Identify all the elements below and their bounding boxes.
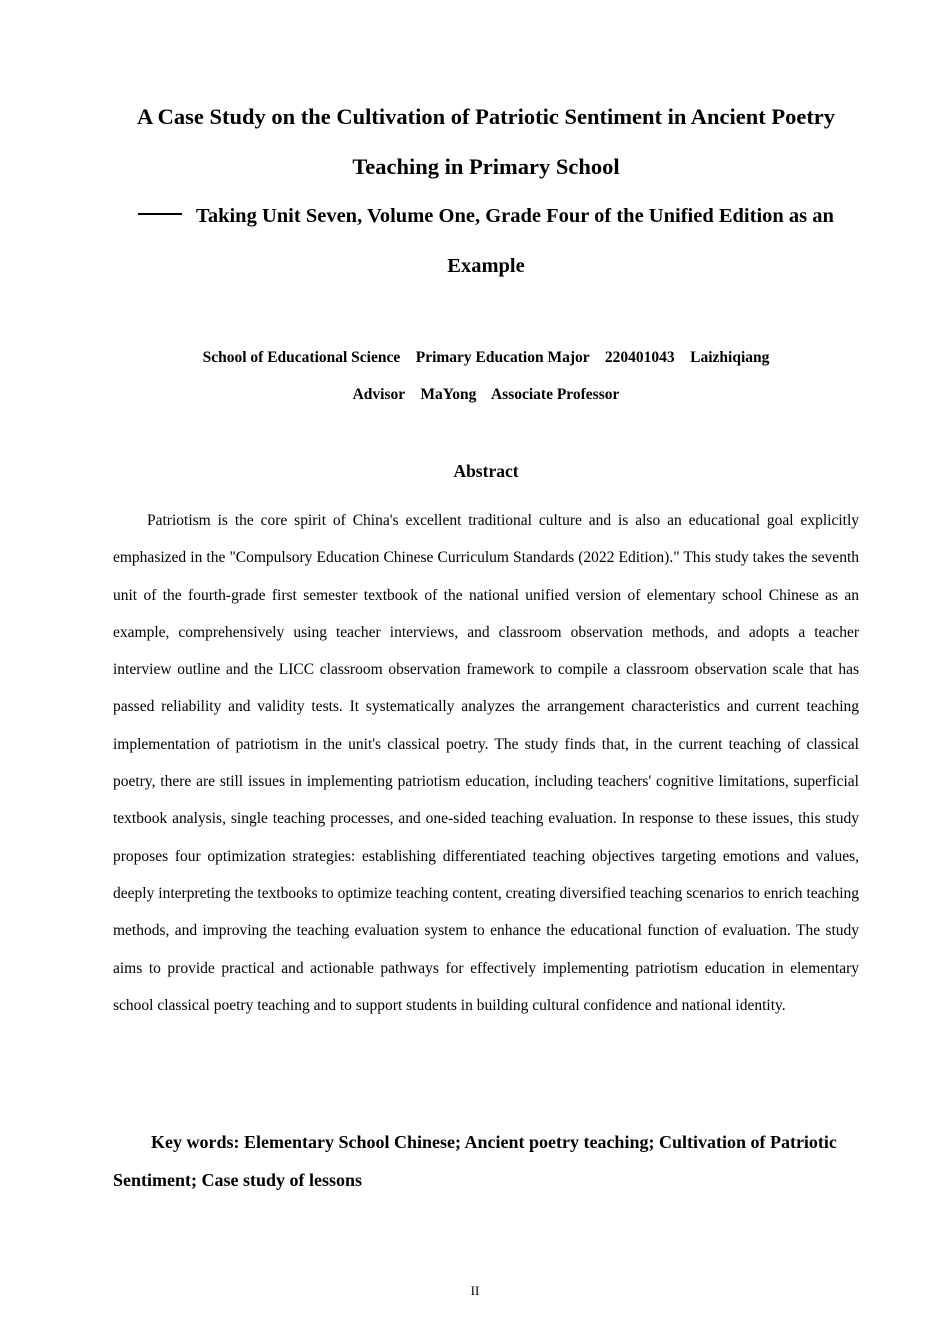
page-number: II	[470, 1283, 480, 1298]
paper-subtitle-text: Taking Unit Seven, Volume One, Grade Four of the Unified Edition as an Example	[196, 205, 834, 277]
paper-subtitle	[100, 191, 872, 291]
keywords: Key words: Elementary School Chinese; Ancient poetry teaching; Cultivation of Patriotic Sentiment; Case study of lessons	[113, 1132, 837, 1190]
abstract-body: Patriotism is the core spirit of China's excellent traditional culture and is also an educational goal explicitly emphasized in the "Compulsory Education Chinese Curriculum Standards (2022 Edition)." This study takes the seventh unit of the fourth-grade first semester textbook of the national unified version of elementary school Chinese as an example, comprehensively using teacher interviews, and classroom observation methods, and adopts a teacher interview outline and the LICC classroom observation framework to compile a classroom observation scale that has passed reliability and validity tests. It systematically analyzes the arrangement characteristics and current teaching implementation of patriotism in the unit's classical poetry. The study finds that, in the current teaching of classical poetry, there are still issues in implementing patriotism education, including teachers' cognitive limitations, superficial textbook analysis, single teaching processes, and one-sided teaching evaluation. In response to these issues, this study proposes four optimization strategies: establishing differentiated teaching objectives targeting emotions and values, deeply interpreting the textbooks to optimize teaching content, creating diversified teaching scenarios to enrich teaching methods, and improving the teaching evaluation system to enhance the educational function of evaluation. The study aims to provide practical and actionable pathways for effectively implementing patriotism education in elementary school classical poetry teaching and to support students in building cultural confidence and national identity.	[113, 512, 859, 1014]
subtitle-dash	[138, 213, 182, 215]
advisor-info-line: Advisor MaYong Associate Professor	[352, 386, 620, 403]
paper-title: A Case Study on the Cultivation of Patriotic Sentiment in Ancient Poetry Teaching in Primary School	[136, 104, 836, 179]
author-info-line: School of Educational Science Primary Education Major 220401043 Laizhiqiang	[202, 349, 770, 366]
abstract-heading: Abstract	[453, 461, 519, 481]
